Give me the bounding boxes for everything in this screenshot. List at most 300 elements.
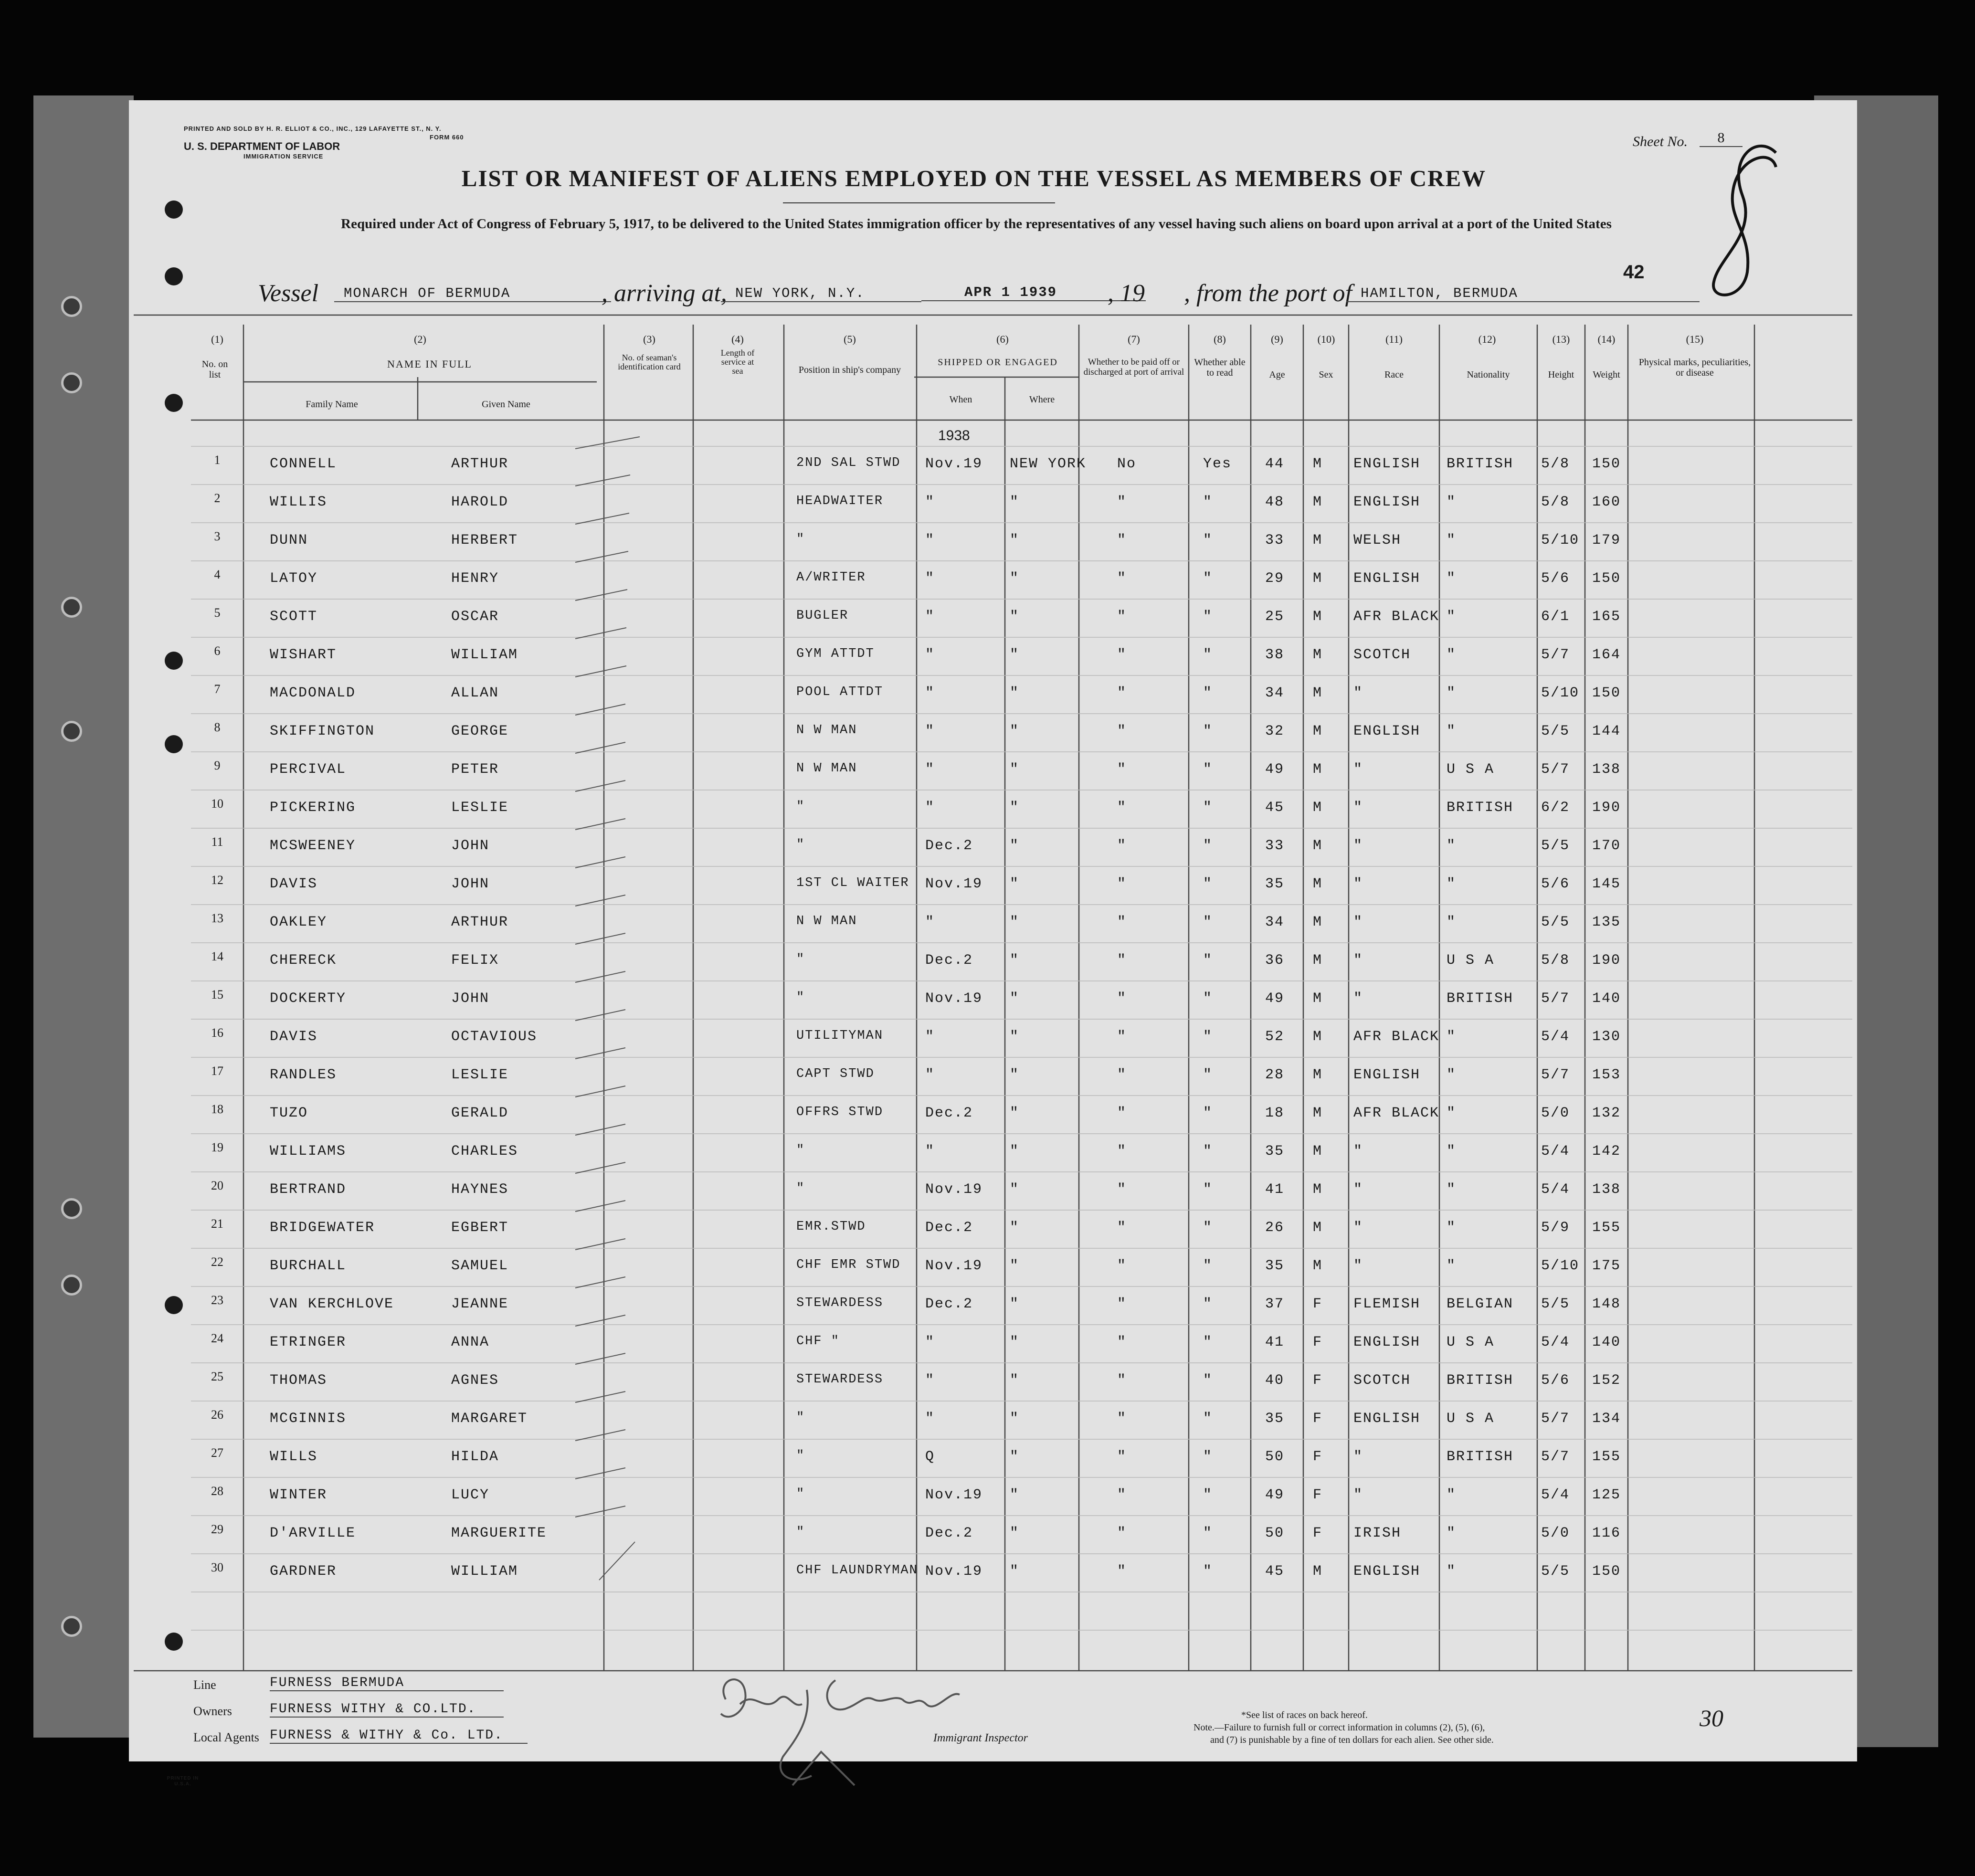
height-cell: 5/7 [1541,991,1570,1007]
header-race: Race [1384,369,1404,380]
given-name-cell: JEANNE [451,1296,509,1312]
page-code: 42 [1623,262,1645,283]
position-cell: EMR.STWD [796,1220,866,1234]
height-cell: 5/7 [1541,1449,1570,1465]
paid-off-cell: " [1117,876,1127,892]
row-number-cell: 12 [211,873,223,887]
position-cell: " [796,1143,805,1158]
family-name-cell: WINTER [270,1487,327,1503]
arriving-port: NEW YORK, N.Y. [721,285,921,302]
age-cell: 36 [1265,952,1285,969]
department-label: U. S. DEPARTMENT OF LABOR [184,140,340,152]
able-to-read-cell: " [1203,570,1213,587]
arriving-label: , arriving at, [602,280,727,307]
age-cell: 44 [1265,456,1285,472]
able-to-read-cell: " [1203,723,1213,739]
able-to-read-cell: " [1203,1258,1213,1274]
weight-cell: 190 [1592,952,1621,969]
shipped-where-cell: " [1010,609,1020,625]
weight-cell: 116 [1592,1525,1621,1541]
sex-cell: M [1313,761,1323,778]
header-weight: Weight [1593,369,1620,380]
sex-cell: M [1313,1105,1323,1121]
family-name-cell: GARDNER [270,1563,337,1580]
sex-cell: F [1313,1525,1323,1541]
row-number-cell: 8 [214,720,221,734]
family-name-cell: SKIFFINGTON [270,723,375,739]
row-number-cell: 15 [211,988,223,1001]
weight-cell: 175 [1592,1258,1621,1274]
family-name-cell: ETRINGER [270,1334,347,1350]
race-cell: " [1353,876,1363,892]
given-name-cell: LUCY [451,1487,490,1503]
header-when: When [949,394,972,405]
page-subtitle: Required under Act of Congress of February 5, 1917, to be delivered to the United States immigration officer by the representatives of any vessel having such aliens on board upon arrival at a port of the United States [341,216,1612,232]
age-cell: 34 [1265,914,1285,930]
family-name-cell: PERCIVAL [270,761,347,778]
family-name-cell: RANDLES [270,1067,337,1083]
sheet-number: 8 [1700,130,1743,147]
age-cell: 41 [1265,1334,1285,1350]
year-shipped: 1938 [938,428,970,443]
age-cell: 32 [1265,723,1285,739]
row-number-cell: 4 [214,568,221,581]
line-value: FURNESS BERMUDA [270,1676,504,1691]
weight-cell: 152 [1592,1372,1621,1389]
nationality-cell: " [1447,1487,1457,1503]
row-number-cell: 9 [214,759,221,772]
race-cell: AFR BLACK [1353,1105,1440,1121]
given-name-cell: ALLAN [451,685,499,701]
shipped-where-cell: " [1010,685,1020,701]
height-cell: 5/8 [1541,456,1570,472]
row-number-cell: 27 [211,1446,223,1460]
nationality-cell: " [1447,1563,1457,1580]
sex-cell: M [1313,991,1323,1007]
inspector-label: Immigrant Inspector [933,1732,1028,1744]
shipped-when-cell: Nov.19 [925,1181,983,1198]
weight-cell: 164 [1592,647,1621,663]
age-cell: 37 [1265,1296,1285,1312]
able-to-read-cell: " [1203,1563,1213,1580]
shipped-where-cell: " [1010,723,1020,739]
shipped-when-cell: " [925,494,935,510]
nationality-cell: " [1447,570,1457,587]
height-cell: 5/8 [1541,952,1570,969]
position-cell: CHF " [796,1334,840,1349]
col-num-5: (5) [844,333,856,345]
paid-off-cell: " [1117,494,1127,510]
nationality-cell: " [1447,685,1457,701]
family-name-cell: MCGINNIS [270,1411,347,1427]
family-name-cell: MCSWEENEY [270,838,356,854]
row-number-cell: 30 [211,1560,223,1574]
height-cell: 6/2 [1541,800,1570,816]
race-cell: ENGLISH [1353,494,1421,510]
sex-cell: M [1313,1029,1323,1045]
nationality-cell: " [1447,1067,1457,1083]
vessel-name: MONARCH OF BERMUDA [334,285,611,302]
paid-off-cell: " [1117,1372,1127,1389]
height-cell: 5/0 [1541,1525,1570,1541]
age-cell: 49 [1265,991,1285,1007]
given-name-cell: HERBERT [451,532,518,548]
family-name-cell: WISHART [270,647,337,663]
weight-cell: 190 [1592,800,1621,816]
shipped-when-cell: Nov.19 [925,1563,983,1580]
race-cell: " [1353,838,1363,854]
race-cell: " [1353,952,1363,969]
shipped-when-cell: Dec.2 [925,838,973,854]
nationality-cell: " [1447,647,1457,663]
weight-cell: 140 [1592,991,1621,1007]
sex-cell: M [1313,609,1323,625]
from-label: , from the port of [1184,280,1352,307]
sex-cell: M [1313,1181,1323,1198]
nationality-cell: " [1447,1143,1457,1159]
given-name-cell: HAROLD [451,494,509,510]
shipped-where-cell: " [1010,1143,1020,1159]
weight-cell: 130 [1592,1029,1621,1045]
shipped-where-cell: " [1010,1220,1020,1236]
height-cell: 5/5 [1541,723,1570,739]
sex-cell: M [1313,1563,1323,1580]
shipped-when-cell: Dec.2 [925,1525,973,1541]
family-name-cell: BRIDGEWATER [270,1220,375,1236]
height-cell: 5/7 [1541,647,1570,663]
race-cell: " [1353,761,1363,778]
position-cell: CHF EMR STWD [796,1258,901,1272]
header-physical-marks: Physical marks, peculiarities, or disease [1638,357,1751,378]
position-cell: CAPT STWD [796,1067,875,1081]
race-cell: " [1353,1220,1363,1236]
shipped-where-cell: " [1010,1067,1020,1083]
shipped-where-cell: " [1010,532,1020,548]
given-name-cell: ANNA [451,1334,490,1350]
col-num-8: (8) [1214,333,1226,345]
paid-off-cell: " [1117,952,1127,969]
position-cell: POOL ATTDT [796,685,884,699]
shipped-when-cell: Nov.19 [925,1487,983,1503]
position-cell: N W MAN [796,723,857,738]
nationality-cell: " [1447,1029,1457,1045]
header-shipped-engaged: SHIPPED OR ENGAGED [938,357,1058,368]
sex-cell: M [1313,1067,1323,1083]
shipped-where-cell: " [1010,494,1020,510]
nationality-cell: " [1447,1181,1457,1198]
able-to-read-cell: " [1203,1220,1213,1236]
row-number-cell: 26 [211,1408,223,1422]
able-to-read-cell: " [1203,914,1213,930]
age-cell: 41 [1265,1181,1285,1198]
header-nationality: Nationality [1467,369,1510,380]
races-note: *See list of races on back hereof. [1241,1710,1368,1720]
able-to-read-cell: " [1203,876,1213,892]
weight-cell: 140 [1592,1334,1621,1350]
height-cell: 5/7 [1541,761,1570,778]
sex-cell: F [1313,1372,1323,1389]
position-cell: A/WRITER [796,570,866,585]
nationality-cell: BRITISH [1447,991,1514,1007]
paid-off-cell: " [1117,1143,1127,1159]
able-to-read-cell: " [1203,1105,1213,1121]
nationality-cell: BRITISH [1447,1372,1514,1389]
col-num-1: (1) [211,333,223,345]
shipped-where-cell: " [1010,838,1020,854]
col-num-14: (14) [1597,333,1616,345]
height-cell: 5/0 [1541,1105,1570,1121]
nationality-cell: U S A [1447,952,1495,969]
handwritten-count: 30 [1700,1705,1723,1731]
shipped-where-cell: " [1010,1334,1020,1350]
family-name-cell: SCOTT [270,609,318,625]
height-cell: 5/10 [1541,532,1580,548]
age-cell: 29 [1265,570,1285,587]
given-name-cell: OCTAVIOUS [451,1029,538,1045]
row-number-cell: 18 [211,1102,223,1116]
shipped-when-cell: " [925,1029,935,1045]
given-name-cell: LESLIE [451,1067,509,1083]
shipped-when-cell: " [925,1411,935,1427]
age-cell: 49 [1265,1487,1285,1503]
sex-cell: M [1313,838,1323,854]
nationality-cell: BRITISH [1447,456,1514,472]
position-cell: N W MAN [796,914,857,928]
weight-cell: 144 [1592,723,1621,739]
age-cell: 50 [1265,1449,1285,1465]
shipped-when-cell: Nov.19 [925,456,983,472]
sex-cell: M [1313,685,1323,701]
nationality-cell: " [1447,609,1457,625]
position-cell: STEWARDESS [796,1296,884,1310]
able-to-read-cell: " [1203,1143,1213,1159]
header-position: Position in ship's company [798,365,901,375]
year-label: , 19 [1108,280,1145,307]
given-name-cell: ARTHUR [451,914,509,930]
age-cell: 28 [1265,1067,1285,1083]
height-cell: 5/7 [1541,1067,1570,1083]
sex-cell: M [1313,914,1323,930]
height-cell: 5/6 [1541,570,1570,587]
header-seaman-card: No. of seaman's identification card [618,353,681,371]
header-height: Height [1548,369,1574,380]
given-name-cell: JOHN [451,838,490,854]
able-to-read-cell: " [1203,685,1213,701]
paid-off-cell: " [1117,1334,1127,1350]
position-cell: N W MAN [796,761,857,776]
sheet-label: Sheet No. [1633,134,1688,149]
nationality-cell: U S A [1447,1411,1495,1427]
age-cell: 52 [1265,1029,1285,1045]
race-cell: AFR BLACK [1353,609,1440,625]
height-cell: 5/7 [1541,1411,1570,1427]
printer-line: PRINTED AND SOLD BY H. R. ELLIOT & CO., INC., 129 LAFAYETTE ST., N. Y. [184,125,442,132]
shipped-when-cell: " [925,761,935,778]
header-given-name: Given Name [482,399,530,410]
position-cell: " [796,1449,805,1463]
family-name-cell: LATOY [270,570,318,587]
sex-cell: M [1313,456,1323,472]
able-to-read-cell: " [1203,1067,1213,1083]
height-cell: 5/8 [1541,494,1570,510]
weight-cell: 170 [1592,838,1621,854]
nationality-cell: " [1447,1105,1457,1121]
given-name-cell: CHARLES [451,1143,518,1159]
shipped-when-cell: Dec.2 [925,952,973,969]
weight-cell: 150 [1592,570,1621,587]
nationality-cell: " [1447,876,1457,892]
age-cell: 40 [1265,1372,1285,1389]
vessel-label: Vessel [258,280,319,307]
nationality-cell: " [1447,914,1457,930]
row-number-cell: 3 [214,529,221,543]
note-line-1: Note.—Failure to furnish full or correct information in columns (2), (5), (6), [1193,1722,1485,1733]
shipped-when-cell: " [925,647,935,663]
family-name-cell: BURCHALL [270,1258,347,1274]
height-cell: 5/4 [1541,1334,1570,1350]
height-cell: 5/10 [1541,1258,1580,1274]
position-cell: HEADWAITER [796,494,884,508]
family-name-cell: DOCKERTY [270,991,347,1007]
weight-cell: 150 [1592,685,1621,701]
height-cell: 5/5 [1541,914,1570,930]
shipped-when-cell: Dec.2 [925,1105,973,1121]
weight-cell: 155 [1592,1220,1621,1236]
race-cell: WELSH [1353,532,1402,548]
position-cell: OFFRS STWD [796,1105,884,1119]
age-cell: 26 [1265,1220,1285,1236]
able-to-read-cell: " [1203,1372,1213,1389]
sex-cell: M [1313,494,1323,510]
shipped-where-cell: " [1010,1181,1020,1198]
given-name-cell: WILLIAM [451,1563,518,1580]
paid-off-cell: " [1117,1296,1127,1312]
weight-cell: 142 [1592,1143,1621,1159]
position-cell: BUGLER [796,609,849,623]
row-number-cell: 5 [214,606,221,620]
family-name-cell: DAVIS [270,1029,318,1045]
family-name-cell: WILLS [270,1449,318,1465]
able-to-read-cell: " [1203,532,1213,548]
shipped-when-cell: Nov.19 [925,1258,983,1274]
row-number-cell: 6 [214,644,221,658]
header-length-service: Length of service at sea [720,348,755,376]
given-name-cell: JOHN [451,876,490,892]
height-cell: 5/4 [1541,1029,1570,1045]
sex-cell: M [1313,647,1323,663]
height-cell: 5/4 [1541,1181,1570,1198]
weight-cell: 138 [1592,1181,1621,1198]
paid-off-cell: " [1117,761,1127,778]
age-cell: 35 [1265,1143,1285,1159]
shipped-where-cell: " [1010,1449,1020,1465]
sex-cell: M [1313,532,1323,548]
nationality-cell: " [1447,1258,1457,1274]
paid-off-cell: " [1117,647,1127,663]
family-name-cell: THOMAS [270,1372,327,1389]
header-name-in-full: NAME IN FULL [387,358,472,370]
race-cell: " [1353,1181,1363,1198]
owners-label: Owners [193,1704,232,1718]
able-to-read-cell: Yes [1203,456,1232,472]
shipped-where-cell: " [1010,1029,1020,1045]
shipped-when-cell: " [925,532,935,548]
given-name-cell: HENRY [451,570,499,587]
paid-off-cell: " [1117,800,1127,816]
sex-cell: M [1313,800,1323,816]
row-number-cell: 28 [211,1484,223,1498]
weight-cell: 155 [1592,1449,1621,1465]
col-num-7: (7) [1128,333,1140,345]
row-number-cell: 23 [211,1293,223,1307]
col-num-12: (12) [1478,333,1496,345]
shipped-when-cell: " [925,800,935,816]
family-name-cell: PICKERING [270,800,356,816]
shipped-where-cell: " [1010,647,1020,663]
shipped-where-cell: " [1010,914,1020,930]
race-cell: ENGLISH [1353,1334,1421,1350]
row-number-cell: 22 [211,1255,223,1269]
race-cell: " [1353,685,1363,701]
family-name-cell: CONNELL [270,456,337,472]
row-number-cell: 24 [211,1331,223,1345]
race-cell: " [1353,1449,1363,1465]
form-number: FORM 660 [430,134,464,141]
given-name-cell: SAMUEL [451,1258,509,1274]
shipped-when-cell: " [925,1067,935,1083]
given-name-cell: JOHN [451,991,490,1007]
able-to-read-cell: " [1203,952,1213,969]
row-number-cell: 13 [211,911,223,925]
family-name-cell: OAKLEY [270,914,327,930]
owners-value: FURNESS WITHY & CO.LTD. [270,1702,504,1718]
given-name-cell: OSCAR [451,609,499,625]
able-to-read-cell: " [1203,761,1213,778]
paid-off-cell: " [1117,570,1127,587]
weight-cell: 150 [1592,456,1621,472]
race-cell: " [1353,914,1363,930]
page-title: LIST OR MANIFEST OF ALIENS EMPLOYED ON THE VESSEL AS MEMBERS OF CREW [461,165,1487,191]
shipped-where-cell: " [1010,1296,1020,1312]
shipped-where-cell: " [1010,1411,1020,1427]
race-cell: SCOTCH [1353,1372,1411,1389]
nationality-cell: " [1447,723,1457,739]
note-line-2: and (7) is punishable by a fine of ten dollars for each alien. See other side. [1210,1735,1494,1745]
header-where: Where [1029,394,1055,405]
shipped-where-cell: " [1010,1372,1020,1389]
nationality-cell: " [1447,1220,1457,1236]
given-name-cell: ARTHUR [451,456,509,472]
position-cell: 2ND SAL STWD [796,456,901,470]
family-name-cell: D'ARVILLE [270,1525,356,1541]
sex-cell: F [1313,1296,1323,1312]
weight-cell: 150 [1592,1563,1621,1580]
nationality-cell: " [1447,532,1457,548]
from-port: HAMILTON, BERMUDA [1346,285,1700,302]
race-cell: " [1353,1258,1363,1274]
able-to-read-cell: " [1203,991,1213,1007]
age-cell: 45 [1265,1563,1285,1580]
position-cell: " [796,532,805,547]
row-number-cell: 21 [211,1217,223,1231]
weight-cell: 165 [1592,609,1621,625]
race-cell: " [1353,800,1363,816]
shipped-when-cell: Q [925,1449,935,1465]
age-cell: 45 [1265,800,1285,816]
arrival-date: APR 1 1939 [921,285,1146,301]
shipped-when-cell: Dec.2 [925,1220,973,1236]
able-to-read-cell: " [1203,1449,1213,1465]
